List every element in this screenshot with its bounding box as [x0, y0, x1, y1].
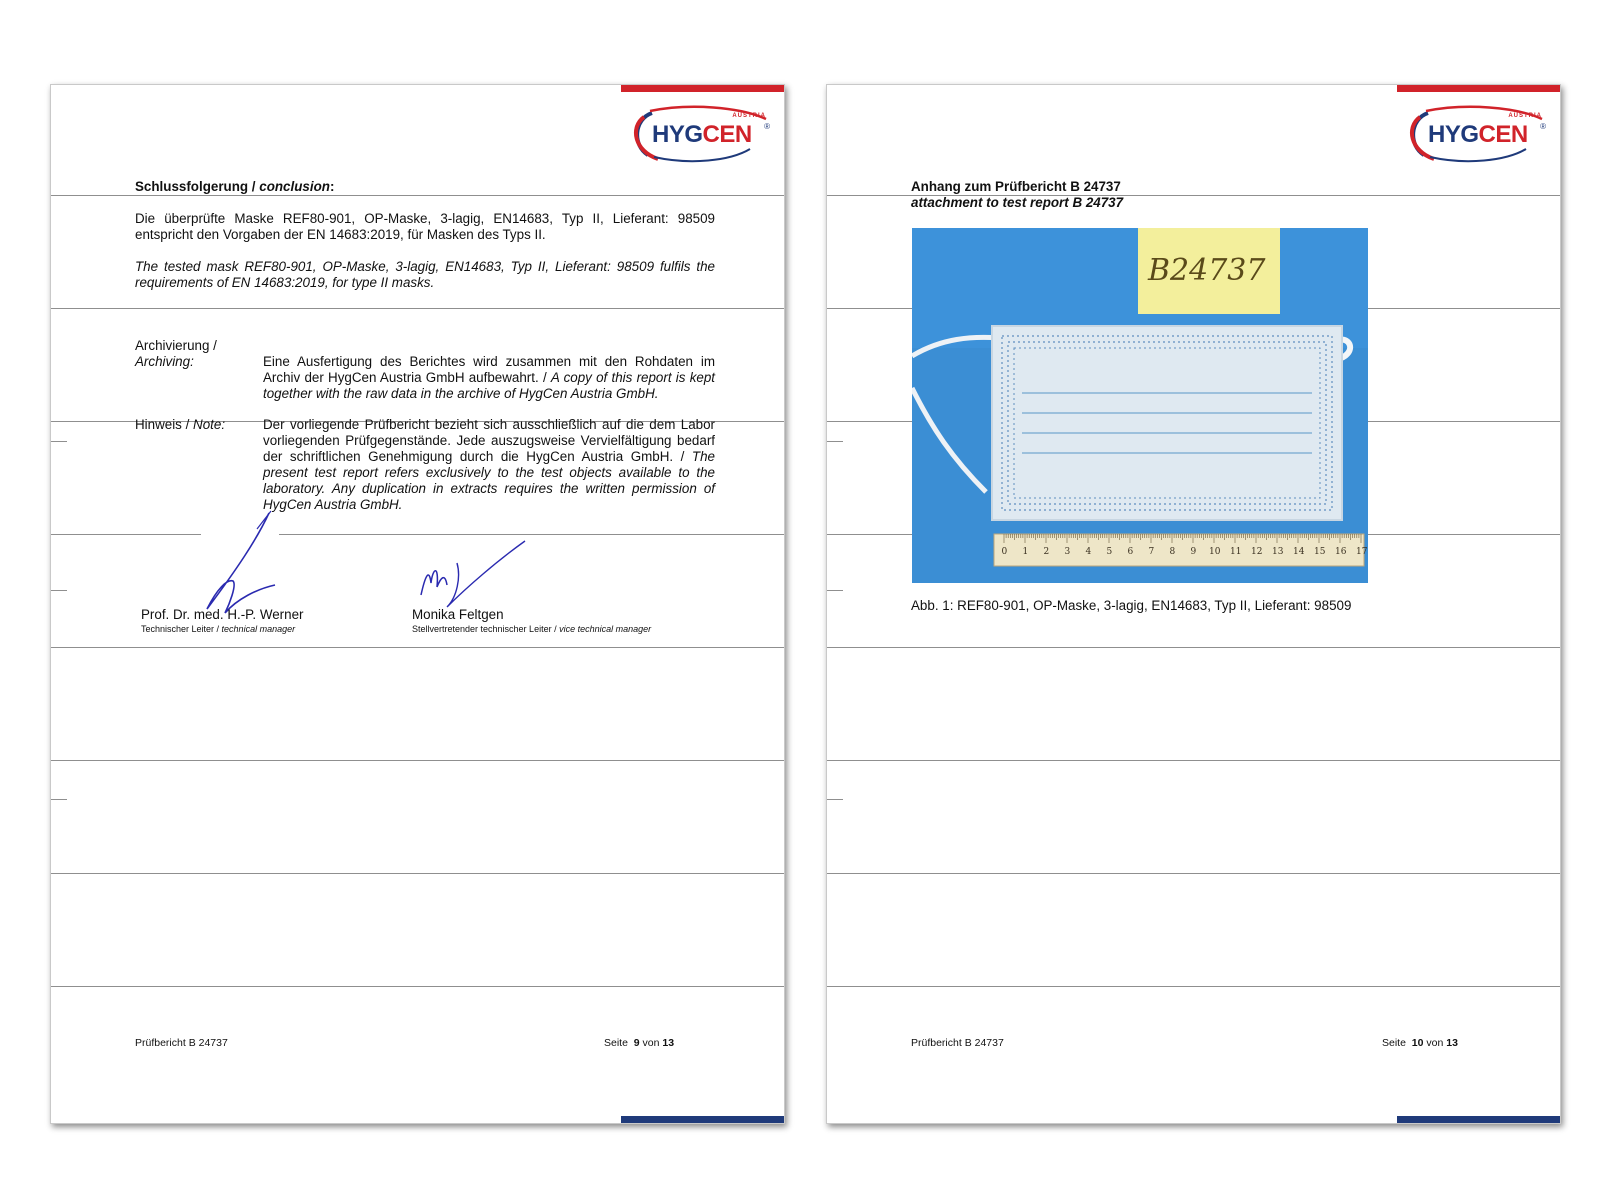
signer2-role — [412, 624, 651, 635]
footer-report-number: Prüfbericht B 24737 — [911, 1037, 1004, 1049]
logo-hyg: HYG — [652, 121, 703, 148]
red-accent-bar — [1397, 85, 1560, 92]
divider-line — [827, 760, 1560, 761]
note-label — [135, 417, 225, 433]
report-page-9 — [50, 84, 785, 1124]
note-text-english: The present test report refers exclusively to the test objects available to the laboratory. Any duplication in extracts requires the written permission of HygCen Austria GmbH. — [263, 449, 715, 512]
conclusion-english: The tested mask REF80-901, OP-Maske, 3-lagig, EN14683, Typ II, Lieferant: 98509 fulfils the requirements of EN 14683:2019, for type II masks. — [135, 259, 715, 290]
note-label-english: Note: — [193, 417, 226, 432]
divider-line — [51, 986, 784, 987]
divider-line — [51, 760, 784, 761]
conclusion-heading-colon: : — [329, 179, 335, 194]
mask-photo — [912, 228, 1368, 583]
divider-line — [827, 647, 1560, 648]
archiving-label-german: Archivierung / — [135, 338, 217, 353]
signer2-role-english: vice technical manager — [559, 624, 652, 634]
ruler-label: 16 — [1335, 547, 1347, 557]
signer2-name: Monika Feltgen — [412, 607, 504, 622]
divider-line — [51, 308, 784, 309]
logo-austria: AUSTRIA — [732, 113, 766, 119]
signature-werner — [197, 509, 287, 617]
footer-current-page: 9 — [633, 1037, 640, 1049]
signer1-role-german: Technischer Leiter / — [141, 624, 222, 634]
archiving-label-english: Archiving: — [135, 354, 194, 369]
divider-line — [51, 534, 201, 535]
footer-report-number: Prüfbericht B 24737 — [135, 1037, 228, 1049]
report-page-10 — [826, 84, 1561, 1124]
red-accent-bar — [621, 85, 784, 92]
footer-page-number — [1382, 1037, 1458, 1049]
archiving-text-german: Eine Ausfertigung des Berichtes wird zusammen mit den Rohdaten im Archiv der HygCen Austria GmbH aufbewahrt. / — [263, 354, 715, 385]
conclusion-heading-italic: conclusion — [259, 179, 330, 194]
ruler-label: 7 — [1148, 547, 1155, 557]
note-text-german: Der vorliegende Prüfbericht bezieht sich ausschließlich auf die dem Labor vorliegenden Prüfgegenstände. Jede auszugsweise Vervielfältigung bedarf der schriftlichen Genehmigung durch die HygCen Austria GmbH. / — [263, 417, 715, 464]
logo-cen: CEN — [1478, 121, 1528, 148]
mask-body — [992, 326, 1342, 520]
archiving-text-english: A copy of this report is kept together with the raw data in the archive of HygCen Austria GmbH. — [263, 370, 716, 401]
logo-cen: CEN — [702, 121, 752, 148]
signer1-name: Prof. Dr. med. H.-P. Werner — [141, 607, 304, 622]
divider-line — [51, 873, 784, 874]
footer-current-page: 10 — [1411, 1037, 1424, 1049]
ruler-label: 0 — [1001, 547, 1008, 557]
divider-line — [827, 986, 1560, 987]
archiving-text — [263, 354, 715, 402]
ruler-label: 5 — [1106, 547, 1113, 557]
fold-mark — [51, 590, 67, 591]
ruler-label: 10 — [1209, 547, 1221, 557]
ruler-label: 1 — [1022, 547, 1029, 557]
fold-mark — [51, 799, 67, 800]
photo-caption: Abb. 1: REF80-901, OP-Maske, 3-lagig, EN14683, Typ II, Lieferant: 98509 — [911, 598, 1352, 613]
fold-mark — [51, 441, 67, 442]
ruler-label: 8 — [1169, 547, 1176, 557]
ruler-label: 3 — [1064, 547, 1071, 557]
attachment-heading-german: Anhang zum Prüfbericht B 24737 — [911, 179, 1121, 194]
ruler-label: 11 — [1230, 547, 1242, 557]
divider-line — [827, 873, 1560, 874]
logo-austria: AUSTRIA — [1508, 113, 1542, 119]
ruler-label: 4 — [1085, 547, 1092, 557]
divider-line — [279, 534, 784, 535]
note-label-german: Hinweis / — [135, 417, 194, 432]
ruler-label: 9 — [1190, 547, 1197, 557]
conclusion-german: Die überprüfte Maske REF80-901, OP-Maske, 3-lagig, EN14683, Typ II, Lieferant: 98509 entspricht den Vorgaben der EN 14683:2019, für Masken des Typs II. — [135, 211, 715, 242]
ruler-label: 2 — [1043, 547, 1050, 557]
hygcen-logo — [1406, 105, 1546, 167]
blue-accent-bar — [1397, 1116, 1560, 1123]
footer-seite: Seite — [1382, 1037, 1406, 1049]
footer-page-number — [604, 1037, 674, 1049]
logo-hyg: HYG — [1428, 121, 1479, 148]
ruler-label: 17 — [1356, 547, 1368, 557]
fold-mark — [827, 441, 843, 442]
signer2-role-german: Stellvertretender technischer Leiter / — [412, 624, 560, 634]
ruler-label: 14 — [1293, 547, 1305, 557]
signer1-role — [141, 624, 295, 635]
footer-total-pages: 13 — [1446, 1037, 1458, 1049]
ruler-label: 6 — [1127, 547, 1134, 557]
footer-von: von — [642, 1037, 660, 1049]
fold-mark — [827, 799, 843, 800]
logo-registered: ® — [764, 122, 770, 131]
conclusion-heading — [135, 179, 334, 195]
logo-registered: ® — [1540, 122, 1546, 131]
fold-mark — [827, 590, 843, 591]
footer-seite: Seite — [604, 1037, 628, 1049]
conclusion-heading-text: Schlussfolgerung / — [135, 179, 260, 194]
blue-accent-bar — [621, 1116, 784, 1123]
divider-line — [51, 647, 784, 648]
ruler-label: 13 — [1272, 547, 1284, 557]
note-text — [263, 417, 715, 513]
footer-total-pages: 13 — [662, 1037, 675, 1049]
sticky-note-label: B24737 — [1148, 253, 1266, 288]
attachment-heading-english: attachment to test report B 24737 — [911, 195, 1124, 210]
ruler-label: 15 — [1314, 547, 1326, 557]
footer-von: von — [1426, 1037, 1444, 1049]
divider-line — [51, 195, 784, 196]
signer1-role-english: technical manager — [221, 624, 296, 634]
ruler-label: 12 — [1251, 547, 1263, 557]
hygcen-logo — [630, 105, 770, 167]
